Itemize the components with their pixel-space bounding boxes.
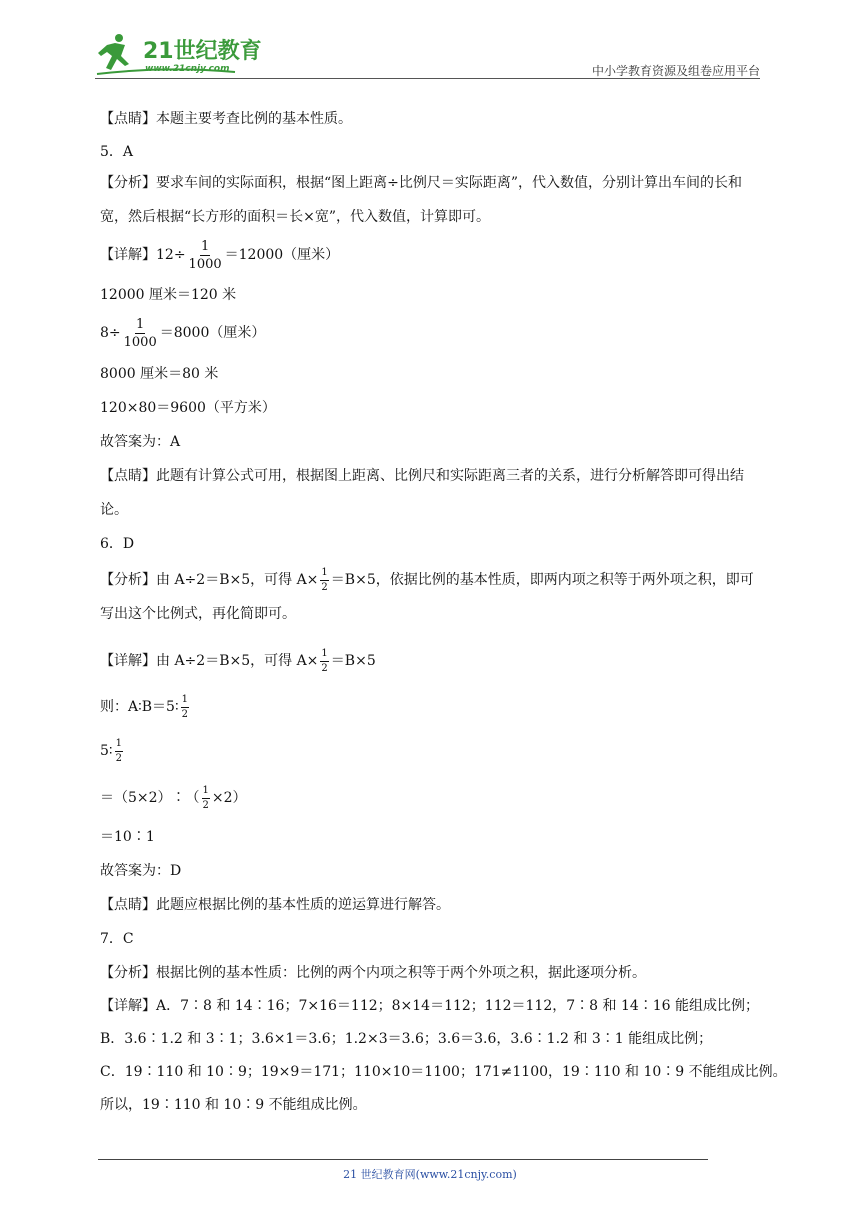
q6-detail-line-1: 【详解】由 A÷2＝B×5，可得 A× $\frac{1}{2}$ ＝B×5 bbox=[100, 647, 376, 674]
q5-conclusion: 故答案为：A bbox=[100, 434, 181, 450]
q7-analysis: 【分析】根据比例的基本性质：比例的两个内项之积等于两个外项之积，据此逐项分析。 bbox=[100, 965, 646, 981]
q7-detail-c: C．19∶110 和 10∶9；19×9＝171；110×10＝1100；171≠1100，19∶110 和 10∶9 不能组成比例。 bbox=[100, 1064, 787, 1080]
q6-analysis: 【分析】由 A÷2＝B×5，可得 A× $\frac{1}{2}$ ＝B×5，依据比例的基本性质，即两内项之积等于两外项之积，即可写出这个比例式，再化简即可。 bbox=[100, 566, 754, 622]
q4-tip: 【点睛】本题主要考查比例的基本性质。 bbox=[100, 111, 352, 127]
q5-detail-line-4: 8000 厘米＝80 米 bbox=[100, 366, 219, 382]
footer-link[interactable]: 21 世纪教育网(www.21cnjy.com) bbox=[343, 1168, 517, 1181]
footer-divider bbox=[98, 1159, 708, 1160]
q5-detail-line-1: 【详解】12÷ $\frac{1}{1000}$ ＝12000（厘米） bbox=[100, 238, 340, 272]
fraction-one-thousandth: $\frac{1}{1000}$ bbox=[188, 238, 222, 272]
q5-analysis: 【分析】要求车间的实际面积，根据“图上距离÷比例尺＝实际距离”，代入数值，分别计算出车间的长和宽，然后根据“长方形的面积＝长×宽”，代入数值，计算即可。 bbox=[100, 175, 743, 225]
q5-detail-line-2: 12000 厘米＝120 米 bbox=[100, 287, 237, 303]
q7-answer: 7．C bbox=[100, 931, 134, 947]
runner-icon bbox=[98, 34, 129, 70]
page-header bbox=[95, 30, 760, 80]
q6-detail-line-5: ＝10∶1 bbox=[100, 829, 155, 845]
fraction-half: $\frac{1}{2}$ bbox=[321, 647, 328, 674]
q5-tip: 【点睛】此题有计算公式可用，根据图上距离、比例尺和实际距离三者的关系，进行分析解答即可得出结论。 bbox=[100, 468, 744, 518]
q5-answer: 5．A bbox=[100, 144, 134, 160]
q7-summary: 所以，19∶110 和 10∶9 不能组成比例。 bbox=[100, 1097, 367, 1113]
q6-detail-line-4: ＝（5×2）∶（ $\frac{1}{2}$ ×2） bbox=[100, 784, 247, 811]
q6-tip: 【点睛】此题应根据比例的基本性质的逆运算进行解答。 bbox=[100, 897, 450, 913]
q5-detail-line-3: 8÷ $\frac{1}{1000}$ ＝8000（厘米） bbox=[100, 316, 266, 350]
q7-detail-b: B．3.6∶1.2 和 3∶1；3.6×1＝3.6；1.2×3＝3.6；3.6＝3.6，3.6∶1.2 和 3∶1 能组成比例； bbox=[100, 1031, 713, 1047]
site-logo bbox=[95, 30, 265, 78]
q7-detail-a: 【详解】A．7∶8 和 14∶16；7×16＝112；8×14＝112；112＝112，7∶8 和 14∶16 能组成比例； bbox=[100, 998, 760, 1014]
fraction-one-thousandth: $\frac{1}{1000}$ bbox=[123, 316, 157, 350]
q5-detail-line-5: 120×80＝9600（平方米） bbox=[100, 400, 276, 416]
fraction-half: $\frac{1}{2}$ bbox=[181, 693, 188, 720]
q6-detail-line-3: 5∶ $\frac{1}{2}$ bbox=[100, 737, 122, 764]
svg-text:www.21cnjy.com: www.21cnjy.com bbox=[145, 64, 230, 74]
q6-conclusion: 故答案为：D bbox=[100, 863, 182, 879]
svg-text:21世纪教育: 21世纪教育 bbox=[143, 39, 262, 64]
platform-name: 中小学教育资源及组卷应用平台 bbox=[591, 64, 760, 78]
q6-answer: 6．D bbox=[100, 536, 135, 552]
fraction-half: $\frac{1}{2}$ bbox=[202, 784, 209, 811]
fraction-half: $\frac{1}{2}$ bbox=[321, 566, 328, 593]
q6-detail-line-2: 则：A∶B＝5∶ $\frac{1}{2}$ bbox=[100, 693, 188, 720]
header-divider bbox=[95, 78, 760, 79]
fraction-half: $\frac{1}{2}$ bbox=[115, 737, 122, 764]
